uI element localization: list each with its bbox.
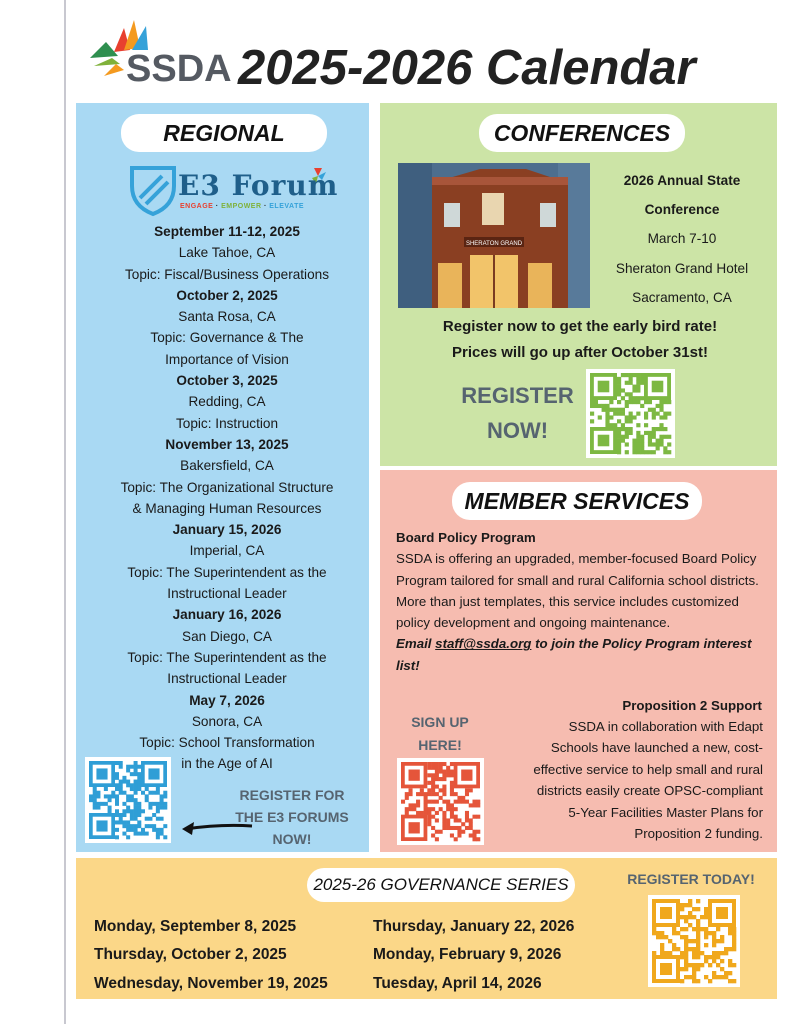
conference-name: 2026 Annual State bbox=[623, 173, 741, 188]
event-topic: Topic: The Superintendent as the bbox=[127, 564, 327, 580]
event-location: Imperial, CA bbox=[189, 543, 265, 559]
event-topic: Topic: Fiscal/Business Operations bbox=[125, 266, 329, 282]
ssda-logo-text: SSDA bbox=[126, 48, 232, 90]
board-policy-body: SSDA is offering an upgraded, member-focused Board Policy Program tailored for small and rural California school districts. More than just templates, this service includes customized policy development and ongoing maintenance. bbox=[396, 551, 759, 631]
member-services-qr-code[interactable] bbox=[397, 758, 484, 845]
event-location: San Diego, CA bbox=[182, 628, 272, 644]
conference-name: Conference bbox=[644, 202, 720, 218]
e3-forum-logo-text: E3 Forum bbox=[178, 169, 339, 202]
event-date: January 16, 2026 bbox=[172, 607, 282, 623]
event-location: Bakersfield, CA bbox=[180, 458, 274, 474]
sign-up-cta[interactable]: SIGN UP HERE! bbox=[411, 714, 469, 753]
event-location: Lake Tahoe, CA bbox=[178, 245, 276, 261]
event-date: May 7, 2026 bbox=[189, 692, 265, 708]
page-title: 2025-2026 Calendar bbox=[238, 41, 696, 95]
hotel-sign-text: SHERATON GRAND bbox=[465, 241, 523, 247]
register-now-cta[interactable]: REGISTER NOW! bbox=[461, 383, 574, 443]
governance-qr-code[interactable] bbox=[648, 895, 740, 987]
event-topic: Topic: School Transformation bbox=[139, 735, 315, 751]
regional-events-list bbox=[96, 221, 358, 775]
event-location: Redding, CA bbox=[188, 394, 266, 410]
early-bird-promo: Register now to get the early bird rate! Prices will go up after October 31st! bbox=[442, 318, 718, 361]
email-link[interactable]: staff@ssda.org bbox=[435, 636, 532, 652]
regional-heading: REGIONAL bbox=[121, 114, 327, 152]
governance-dates-column-2 bbox=[373, 913, 574, 998]
policy-email-text: Email staff@ssda.org to join the Policy Program interest list! bbox=[396, 636, 752, 673]
sheraton-hotel-photo bbox=[398, 163, 590, 308]
event-topic: Importance of Vision bbox=[165, 351, 289, 367]
event-item bbox=[96, 604, 358, 689]
governance-date: Thursday, October 2, 2025 bbox=[94, 946, 287, 964]
event-item bbox=[96, 434, 358, 519]
event-topic: & Managing Human Resources bbox=[132, 500, 322, 516]
event-topic: Topic: The Superintendent as the bbox=[127, 649, 327, 665]
governance-date: Thursday, January 22, 2026 bbox=[373, 918, 575, 935]
event-topic: Topic: Governance & The bbox=[150, 330, 304, 346]
event-date: September 11-12, 2025 bbox=[154, 224, 300, 239]
board-policy-title: Board Policy Program bbox=[396, 530, 536, 545]
governance-heading: 2025-26 GOVERNANCE SERIES bbox=[307, 868, 575, 902]
event-date: October 3, 2025 bbox=[176, 373, 278, 389]
event-date: January 15, 2026 bbox=[172, 522, 282, 538]
conferences-heading: CONFERENCES bbox=[479, 114, 685, 152]
conference-city: Sacramento, CA bbox=[632, 289, 732, 305]
conference-qr-code[interactable] bbox=[586, 369, 675, 458]
register-e3-forums-cta[interactable]: REGISTER FOR THE E3 FORUMS NOW! bbox=[235, 787, 349, 847]
event-location: Sonora, CA bbox=[191, 713, 263, 729]
governance-date: Wednesday, November 19, 2025 bbox=[94, 974, 328, 992]
arrow-left-icon bbox=[180, 816, 254, 838]
event-location: Santa Rosa, CA bbox=[178, 309, 276, 325]
annual-conference-info bbox=[600, 166, 764, 312]
board-policy-section bbox=[396, 527, 762, 676]
event-topic: Topic: Instruction bbox=[176, 415, 278, 431]
governance-dates-column-1 bbox=[94, 913, 328, 998]
e3-forum-qr-code[interactable] bbox=[85, 757, 171, 843]
event-date: October 2, 2025 bbox=[176, 287, 278, 303]
conference-dates: March 7-10 bbox=[647, 231, 717, 247]
event-item bbox=[96, 221, 358, 285]
page-margin-line bbox=[64, 0, 66, 1024]
event-topic: Instructional Leader bbox=[167, 586, 287, 602]
governance-date: Monday, September 8, 2025 bbox=[94, 918, 297, 935]
e3-forum-tagline: ENGAGE · EMPOWER · ELEVATE bbox=[180, 203, 305, 210]
event-item bbox=[96, 285, 358, 370]
member-services-heading: MEMBER SERVICES bbox=[452, 482, 702, 520]
register-today-cta[interactable]: REGISTER TODAY! bbox=[627, 871, 755, 887]
conference-venue: Sheraton Grand Hotel bbox=[615, 260, 749, 276]
prop2-title: Proposition 2 Support bbox=[622, 698, 762, 713]
event-item bbox=[96, 519, 358, 604]
event-topic: Instructional Leader bbox=[167, 671, 287, 687]
governance-date: Monday, February 9, 2026 bbox=[373, 946, 562, 964]
prop2-body: SSDA in collaboration with Edapt Schools have launched a new, cost- effective service to help small and rural districts easily create OPSC-compliant 5-Year Facilities Master Plans for Proposition 2 funding. bbox=[533, 719, 763, 842]
event-topic: in the Age of AI bbox=[181, 756, 273, 772]
event-item bbox=[96, 370, 358, 434]
event-date: November 13, 2025 bbox=[165, 436, 289, 452]
event-topic: Topic: The Organizational Structure bbox=[120, 479, 334, 495]
governance-date: Tuesday, April 14, 2026 bbox=[373, 974, 542, 992]
